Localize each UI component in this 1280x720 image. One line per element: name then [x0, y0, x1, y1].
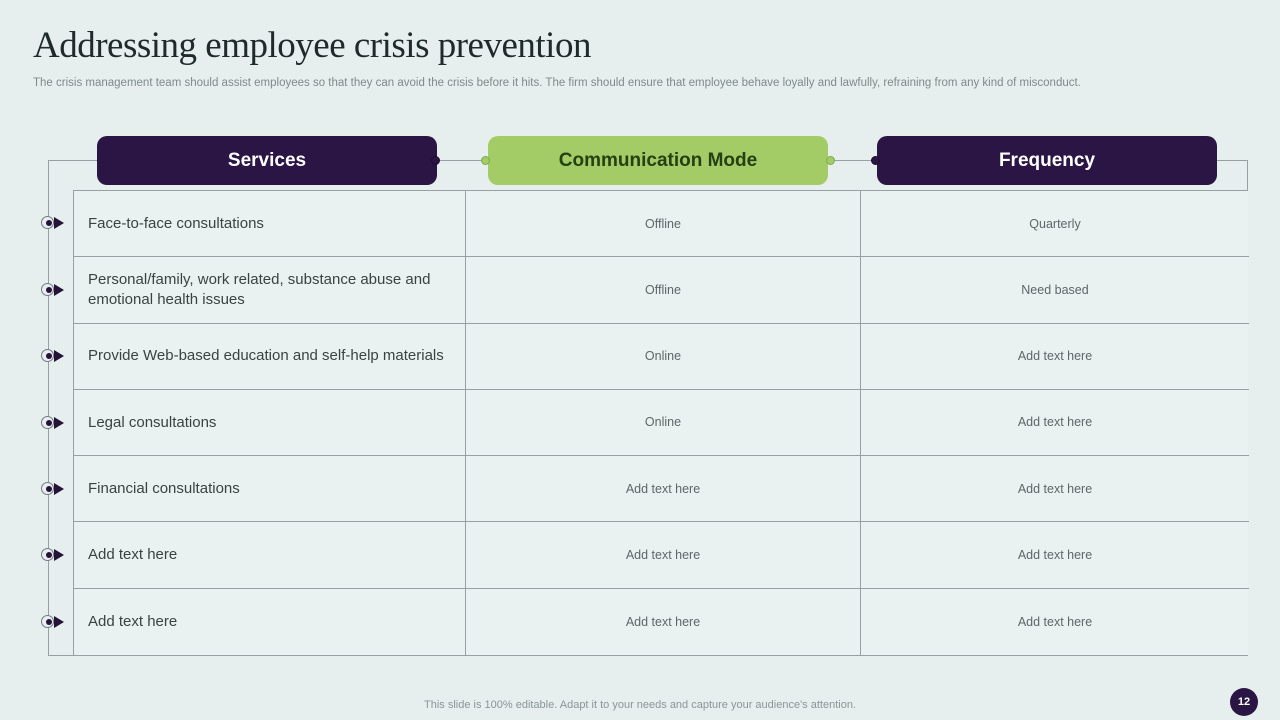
cell-text: Personal/family, work related, substance abuse and emotional health issues	[88, 271, 431, 308]
bullet-dot-icon	[46, 287, 52, 293]
table-cell-service[interactable]	[74, 191, 466, 257]
table-cell-mode[interactable]	[466, 522, 861, 588]
cell-text: Need based	[1021, 282, 1089, 297]
table-cell-mode[interactable]	[466, 390, 861, 456]
bracket-line-left	[48, 160, 49, 656]
footer-note: This slide is 100% editable. Adapt it to your needs and capture your audience's attention.	[424, 699, 856, 711]
header-pill-frequency[interactable]	[877, 136, 1217, 185]
row-bullet-arrow-icon	[41, 283, 75, 297]
table-cell-frequency[interactable]	[861, 456, 1249, 522]
page-number-badge	[1230, 688, 1258, 716]
cell-text: Add text here	[1017, 614, 1093, 629]
header-pill-services[interactable]	[97, 136, 437, 185]
bullet-triangle-icon	[54, 217, 64, 229]
cell-text: Add text here	[1017, 548, 1093, 563]
cell-text: Quarterly	[1029, 216, 1081, 231]
table-cell-mode[interactable]	[466, 324, 861, 390]
cell-text: Add text here	[625, 481, 701, 496]
table-cell-frequency[interactable]	[861, 191, 1249, 257]
row-bullet-arrow-icon	[41, 615, 75, 629]
bullet-dot-icon	[46, 619, 52, 625]
cell-text: Add text here	[1017, 481, 1093, 496]
header-pill-label: Frequency	[998, 149, 1096, 171]
bullet-triangle-icon	[54, 549, 64, 561]
table-cell-frequency[interactable]	[861, 390, 1249, 456]
cell-text: Face-to-face consultations	[88, 214, 264, 232]
cell-text: Online	[644, 415, 682, 430]
cell-text: Online	[644, 349, 682, 364]
row-bullet-arrow-icon	[41, 349, 75, 363]
table-cell-service[interactable]	[74, 324, 466, 390]
bullet-triangle-icon	[54, 284, 64, 296]
table-cell-frequency[interactable]	[861, 257, 1249, 323]
table-cell-frequency[interactable]	[861, 589, 1249, 655]
cell-text: Offline	[645, 282, 681, 297]
bullet-dot-icon	[46, 486, 52, 492]
cell-text: Provide Web-based education and self-help materials	[88, 347, 444, 365]
header-pill-label: Communication Mode	[558, 149, 758, 171]
page-number: 12	[1237, 696, 1251, 708]
row-bullet-arrow-icon	[41, 416, 75, 430]
table-cell-service[interactable]	[74, 390, 466, 456]
cell-text: Offline	[645, 216, 681, 231]
table-cell-frequency[interactable]	[861, 324, 1249, 390]
cell-text: Add text here	[1017, 349, 1093, 364]
row-bullet-arrow-icon	[41, 482, 75, 496]
table-cell-service[interactable]	[74, 257, 466, 323]
table-cell-service[interactable]	[74, 589, 466, 655]
connector-node-icon	[481, 156, 490, 165]
table-cell-mode[interactable]	[466, 456, 861, 522]
bullet-triangle-icon	[54, 483, 64, 495]
cell-text: Add text here	[1017, 415, 1093, 430]
page-title: Addressing employee crisis prevention	[33, 25, 591, 66]
services-table	[73, 190, 1248, 655]
table-cell-frequency[interactable]	[861, 522, 1249, 588]
bullet-triangle-icon	[54, 417, 64, 429]
cell-text: Add text here	[625, 614, 701, 629]
cell-text: Legal consultations	[88, 413, 217, 431]
page-subtitle: The crisis management team should assist employees so that they can avoid the crisis before it hits. The firm should ensure that employee behave loyally and lawfully, refraining from any kind of misconduct.	[33, 77, 1081, 89]
cell-text: Financial consultations	[88, 480, 240, 498]
cell-text: Add text here	[88, 613, 178, 631]
connector-node-icon	[871, 156, 880, 165]
connector-node-icon	[431, 156, 440, 165]
row-bullet-arrow-icon	[41, 216, 75, 230]
cell-text: Add text here	[625, 548, 701, 563]
table-cell-mode[interactable]	[466, 191, 861, 257]
header-pill-communication-mode[interactable]	[488, 136, 828, 185]
row-bullet-arrow-icon	[41, 548, 75, 562]
table-cell-service[interactable]	[74, 522, 466, 588]
bracket-line-bottom	[48, 655, 1248, 656]
bullet-triangle-icon	[54, 350, 64, 362]
table-cell-service[interactable]	[74, 456, 466, 522]
bullet-triangle-icon	[54, 616, 64, 628]
bullet-dot-icon	[46, 420, 52, 426]
connector-node-icon	[826, 156, 835, 165]
header-pill-label: Services	[227, 149, 307, 171]
table-cell-mode[interactable]	[466, 257, 861, 323]
table-cell-mode[interactable]	[466, 589, 861, 655]
cell-text: Add text here	[88, 546, 178, 564]
